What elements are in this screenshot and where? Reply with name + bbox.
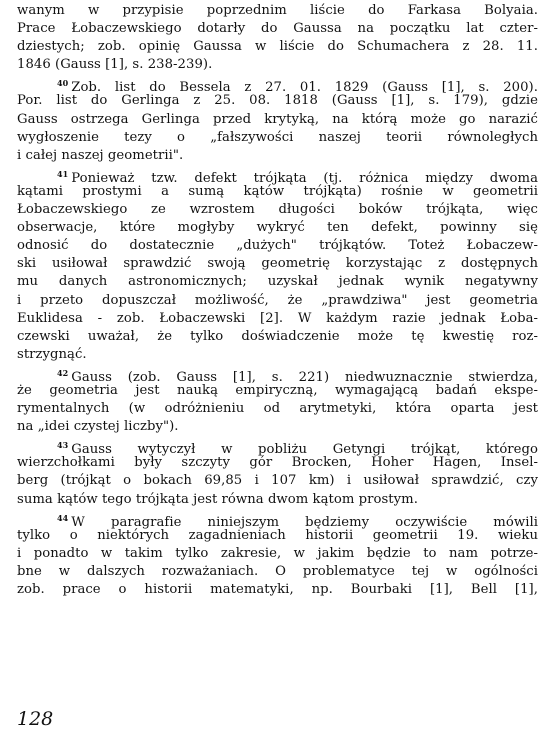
footnote-40	[17, 74, 538, 164]
footnote-first-line	[17, 509, 538, 530]
footnotes-section	[17, 2, 538, 599]
text-line: berg (trójkąt o bokach 69,85 i 107 km) i usiłował sprawdzić, czy	[17, 473, 538, 489]
text-line: wygłoszenie tezy o „fałszywości naszej teorii równoległych	[17, 129, 538, 145]
footnote-44	[17, 509, 538, 599]
text-line: czewski uważał, że tylko doświadczenie może tę kwestię roz-	[17, 328, 538, 344]
text-line: ski usiłował sprawdzić swoją geometrię korzystając z dostępnych	[17, 256, 538, 272]
text-line: dziestych; zob. opinię Gaussa w liście do Schumachera z 28. 11.	[17, 39, 538, 55]
text-line: Prace Łobaczewskiego dotarły do Gaussa na początku lat czter-	[17, 21, 538, 37]
text-line: i ponadto w takim tylko zakresie, w jakim będzie to nam potrze-	[17, 545, 538, 561]
text-line: i przeto dopuszczał możliwość, że „prawdziwa" jest geometria	[17, 292, 538, 308]
footnote-continuation	[17, 2, 538, 74]
footnote-first-line	[17, 364, 538, 385]
text-line: strzygnąć.	[17, 346, 87, 362]
footnote-first-line	[17, 165, 538, 186]
text-line: obserwacje, które mogłyby wykryć ten defekt, powinny się	[17, 220, 538, 236]
footnote-42	[17, 364, 538, 436]
text-line: mu danych astronomicznych; uzyskał jednak wynik negatywny	[17, 274, 538, 290]
text-line: zob. prace o historii matematyki, np. Bourbaki [1], Bell [1],	[17, 582, 538, 597]
text-line: W paragrafie niniejszym będziemy oczywiście mówili	[71, 514, 538, 530]
text-line: Ponieważ tzw. defekt trójkąta (tj. różnica między dwoma	[71, 170, 538, 186]
footnote-first-line	[17, 74, 538, 96]
text-line: Euklidesa - zob. Łobaczewski [2]. W każdym razie jednak Łoba-	[17, 310, 538, 326]
footnote-43	[17, 436, 538, 508]
footnote-marker: 44	[57, 512, 69, 523]
text-line: bne w dalszych rozważaniach. O problematyce tej w ogólności	[17, 563, 538, 579]
text-line: wierzchołkami były szczyty gór Brocken, Hoher Hagen, Insel-	[17, 455, 538, 471]
text-line: Łobaczewskiego ze wzrostem długości boków trójkąta, więc	[17, 202, 538, 218]
text-line: suma kątów tego trójkąta jest równa dwom kątom prostym.	[17, 491, 418, 507]
footnote-marker: 41	[57, 168, 69, 179]
text-line: 1846 (Gauss [1], s. 238-239).	[17, 57, 213, 73]
text-line: i całej naszej geometrii".	[17, 147, 184, 163]
page-number: 128	[17, 708, 54, 730]
footnote-first-line	[17, 436, 538, 458]
text-line: wanym w przypisie poprzednim liście do Farkasa Bolyaia.	[17, 3, 538, 18]
text-line: Por. list do Gerlinga z 25. 08. 1818 (Gauss [1], s. 179), gdzie	[17, 93, 538, 109]
footnote-marker: 43	[57, 440, 69, 451]
text-line: Gauss ostrzega Gerlinga przed krytyką, na którą może go narazić	[17, 111, 538, 127]
text-line: na „idei czystej liczby").	[17, 419, 179, 435]
text-line: Zob. list do Bessela z 27. 01. 1829 (Gauss [1], s. 200).	[71, 80, 538, 96]
text-line: że geometria jest nauką empiryczną, wymagającą badań ekspe-	[17, 382, 538, 398]
footnote-marker: 40	[57, 78, 69, 89]
text-line: kątami prostymi a sumą kątów trójkąta) rośnie w geometrii	[17, 183, 538, 199]
text-line: Gauss wytyczył w pobliżu Getyngi trójkąt, którego	[71, 442, 538, 458]
text-line: tylko o niektórych zagadnieniach historii geometrii 19. wieku	[17, 527, 538, 543]
text-line: Gauss (zob. Gauss [1], s. 221) niedwuznacznie stwierdza,	[71, 369, 538, 385]
text-line: odnosić do dostatecznie „dużych" trójkątów. Toteż Łobaczew-	[17, 238, 538, 254]
footnote-marker: 42	[57, 367, 69, 378]
text-line: rymentalnych (w odróżnieniu od arytmetyki, która oparta jest	[17, 401, 538, 417]
footnote-41	[17, 165, 538, 364]
